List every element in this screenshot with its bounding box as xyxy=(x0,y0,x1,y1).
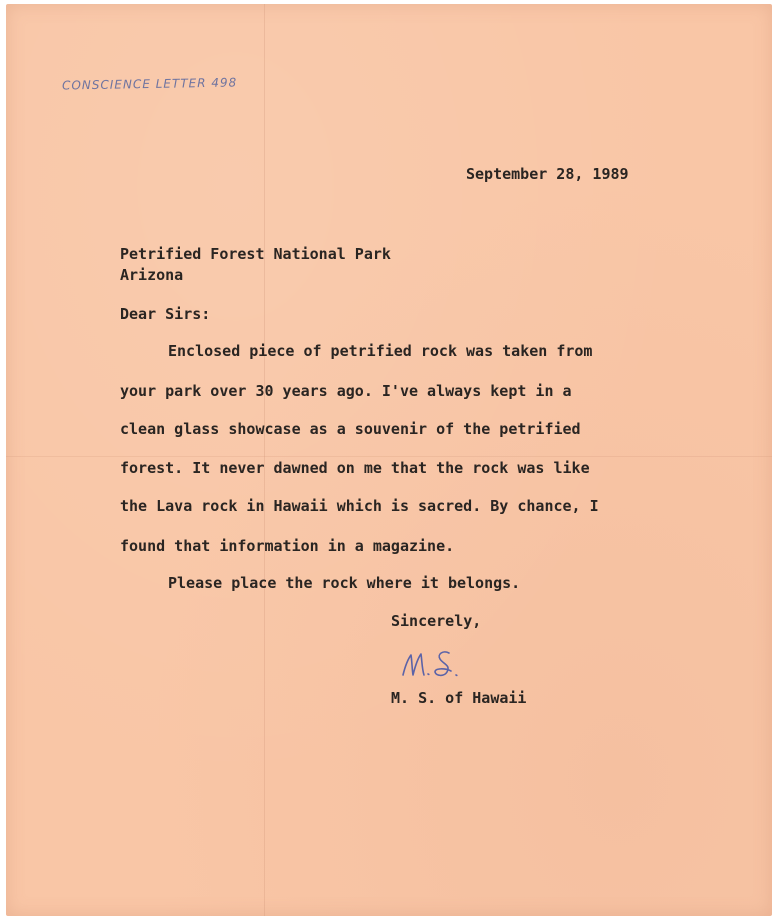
body-line: your park over 30 years ago. I've always kept in a xyxy=(120,382,572,400)
letter-page xyxy=(6,4,772,916)
valediction: Sincerely, xyxy=(391,612,482,630)
closing-paragraph: Please place the rock where it belongs. xyxy=(168,574,521,592)
body-line: clean glass showcase as a souvenir of the petrified xyxy=(120,420,581,438)
body-line: Enclosed piece of petrified rock was taken from xyxy=(168,342,593,360)
signer-name: M. S. of Hawaii xyxy=(391,689,527,707)
letter-date: September 28, 1989 xyxy=(466,165,629,183)
recipient-line-1: Petrified Forest National Park xyxy=(120,245,391,263)
body-line: found that information in a magazine. xyxy=(120,537,455,555)
salutation: Dear Sirs: xyxy=(120,305,211,323)
handwritten-signature xyxy=(399,641,479,685)
handwritten-archive-note: CONSCIENCE LETTER 498 xyxy=(61,75,238,93)
body-line: forest. It never dawned on me that the rock was like xyxy=(120,459,590,477)
body-line: the Lava rock in Hawaii which is sacred. By chance, I xyxy=(120,497,599,515)
fold-crease-horizontal xyxy=(6,456,772,457)
recipient-line-2: Arizona xyxy=(120,266,184,284)
